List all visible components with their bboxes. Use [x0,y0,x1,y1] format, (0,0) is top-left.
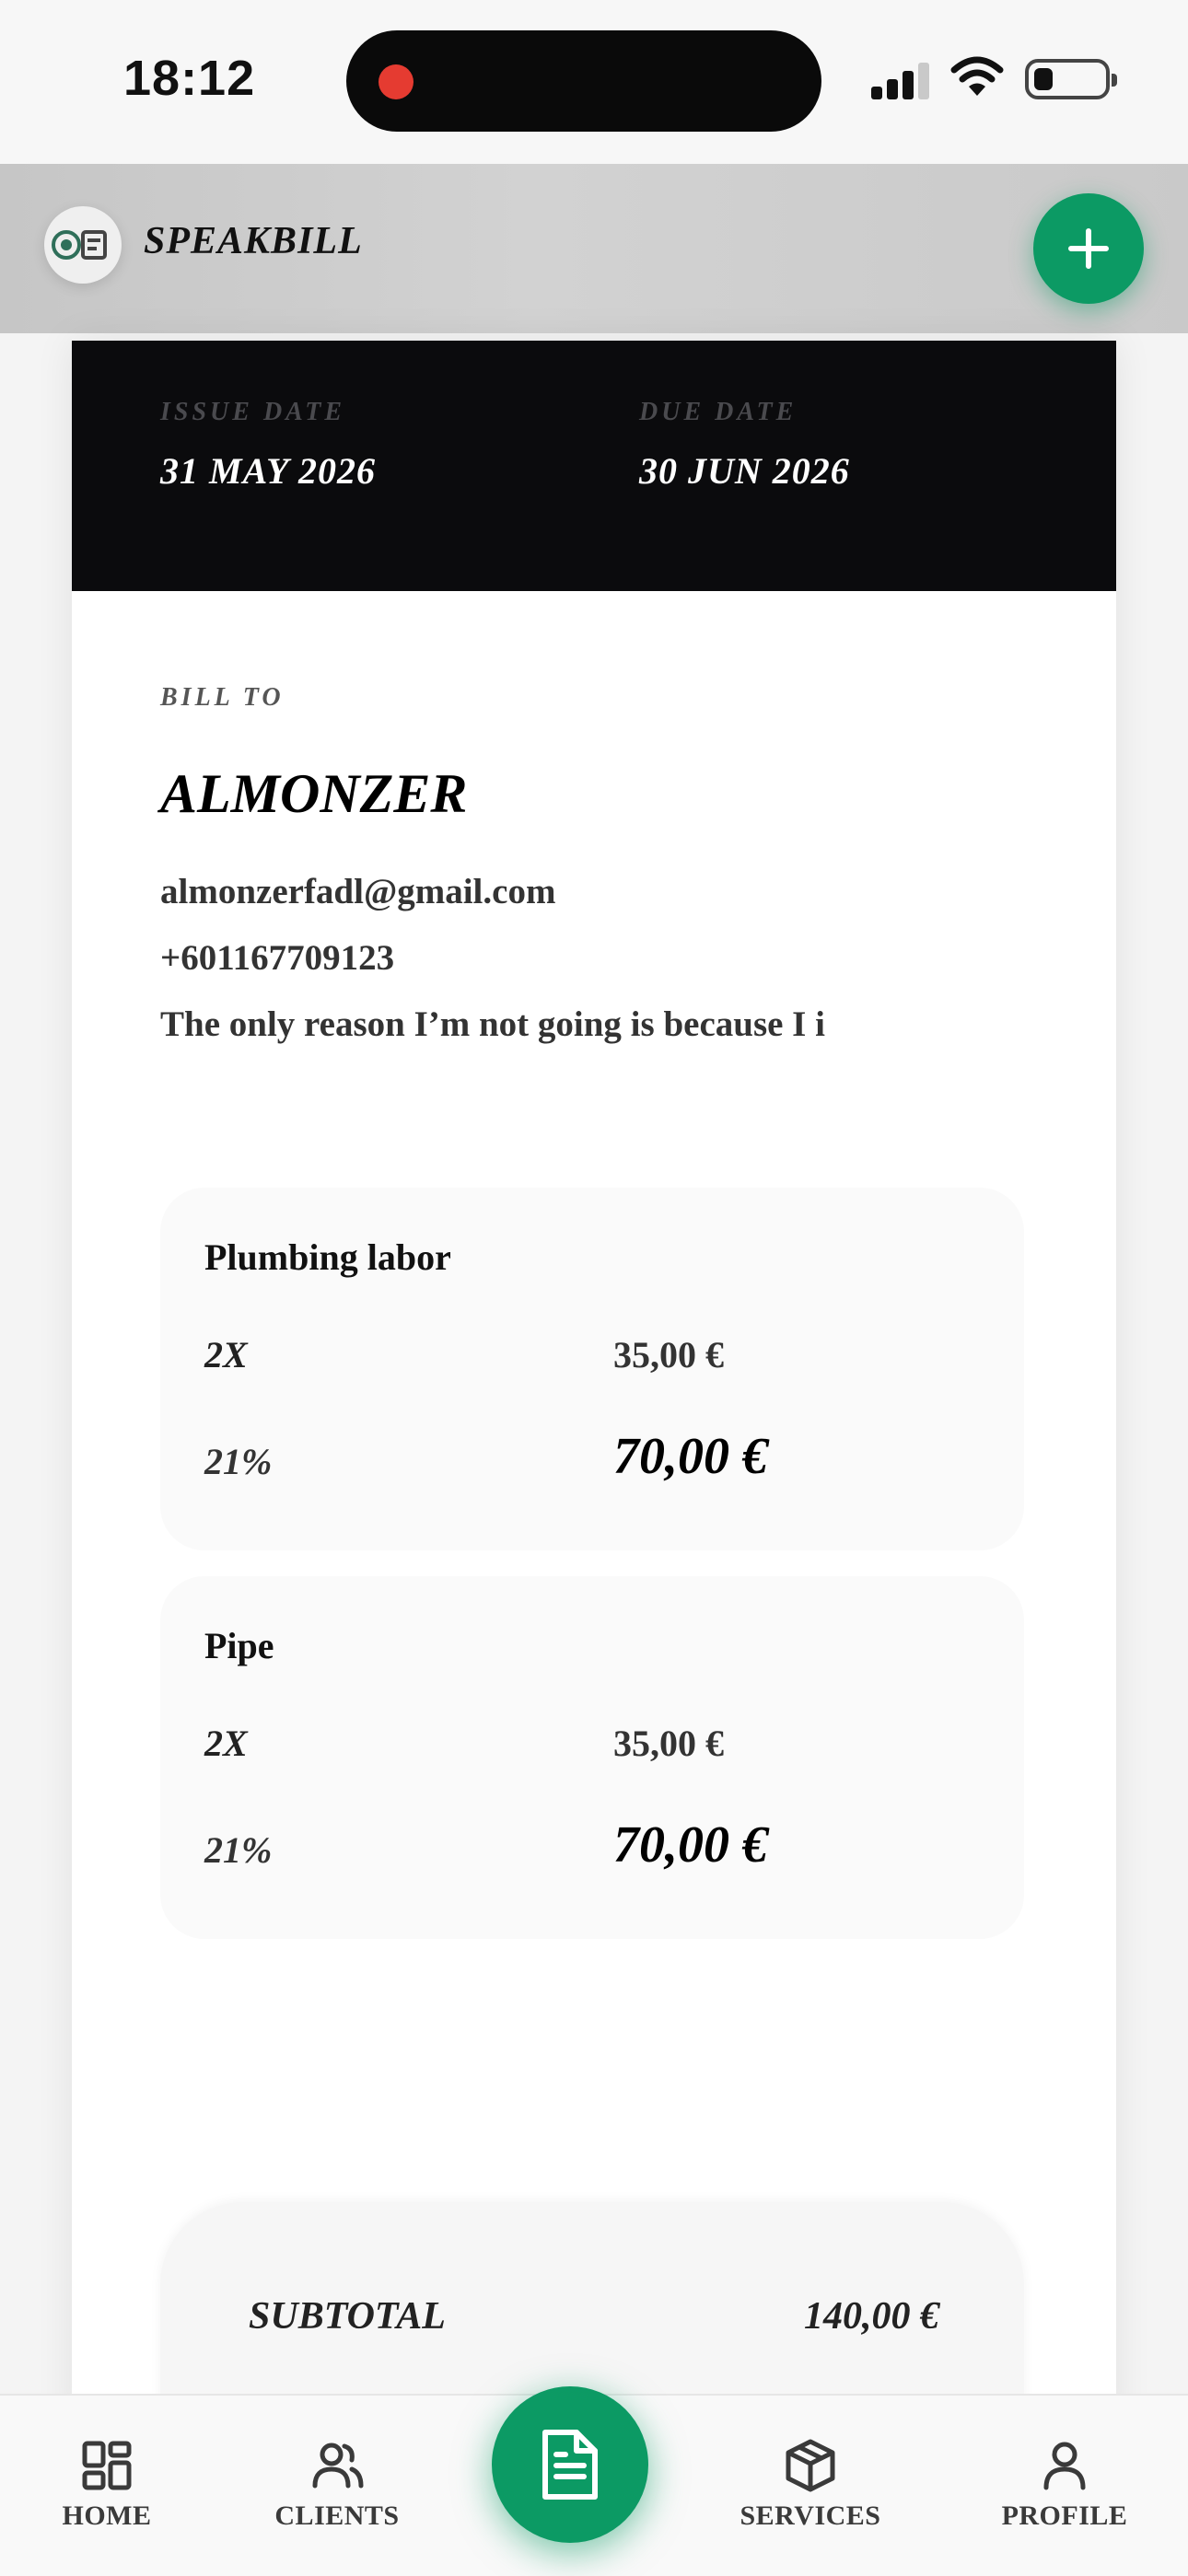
invoice-card [72,341,1116,2431]
due-date-label: DUE DATE [639,398,798,426]
dynamic-island [346,30,821,132]
nav-home[interactable] [6,2396,208,2576]
item-unit-price: 35,00 € [613,1334,724,1375]
recording-indicator-icon [379,64,413,99]
status-time: 18:12 [123,51,256,106]
dates-banner [72,341,1116,591]
nav-services-label: SERVICES [740,2501,881,2531]
document-icon [538,2427,602,2502]
bottom-nav [0,2394,1188,2576]
client-phone: +601167709123 [160,938,395,978]
client-name: ALMONZER [160,763,468,824]
nav-profile-label: PROFILE [1001,2501,1128,2531]
brand-title: SPEAKBILL [144,220,363,262]
user-icon [1037,2438,1092,2493]
item-total: 70,00 € [613,1428,768,1485]
users-icon [309,2438,365,2493]
issue-date-value: 31 MAY 2026 [160,450,376,492]
cellular-signal-icon [871,61,930,99]
item-quantity: 2X [204,1334,248,1375]
subtotal-label: SUBTOTAL [249,2295,446,2338]
logo-icon [44,206,122,284]
nav-clients[interactable] [236,2396,438,2576]
line-item[interactable] [160,1576,1024,1939]
status-bar [0,0,1188,164]
bill-to-label: BILL TO [160,683,285,712]
item-unit-price: 35,00 € [613,1723,724,1764]
nav-services[interactable] [709,2396,912,2576]
item-quantity: 2X [204,1723,248,1764]
box-icon [783,2438,838,2493]
plus-icon [1064,224,1113,273]
item-tax-rate: 21% [204,1829,273,1871]
subtotal-value: 140,00 € [804,2295,939,2338]
grid-icon [79,2438,134,2493]
due-date-value: 30 JUN 2026 [639,450,850,492]
add-button[interactable] [1033,193,1144,304]
nav-clients-label: CLIENTS [274,2501,400,2531]
nav-profile[interactable] [963,2396,1166,2576]
nav-home-label: HOME [62,2501,152,2531]
item-total: 70,00 € [613,1816,768,1874]
line-item[interactable] [160,1188,1024,1550]
client-email: almonzerfadl@gmail.com [160,872,556,911]
battery-icon [1025,59,1110,99]
app-header [0,164,1188,333]
item-title: Pipe [204,1625,274,1666]
new-invoice-button[interactable] [492,2386,648,2543]
wifi-icon [950,55,1004,98]
item-title: Plumbing labor [204,1236,451,1278]
client-note: The only reason I’m not going is because I i [160,1004,825,1044]
issue-date-label: ISSUE DATE [160,398,346,426]
item-tax-rate: 21% [204,1441,273,1482]
